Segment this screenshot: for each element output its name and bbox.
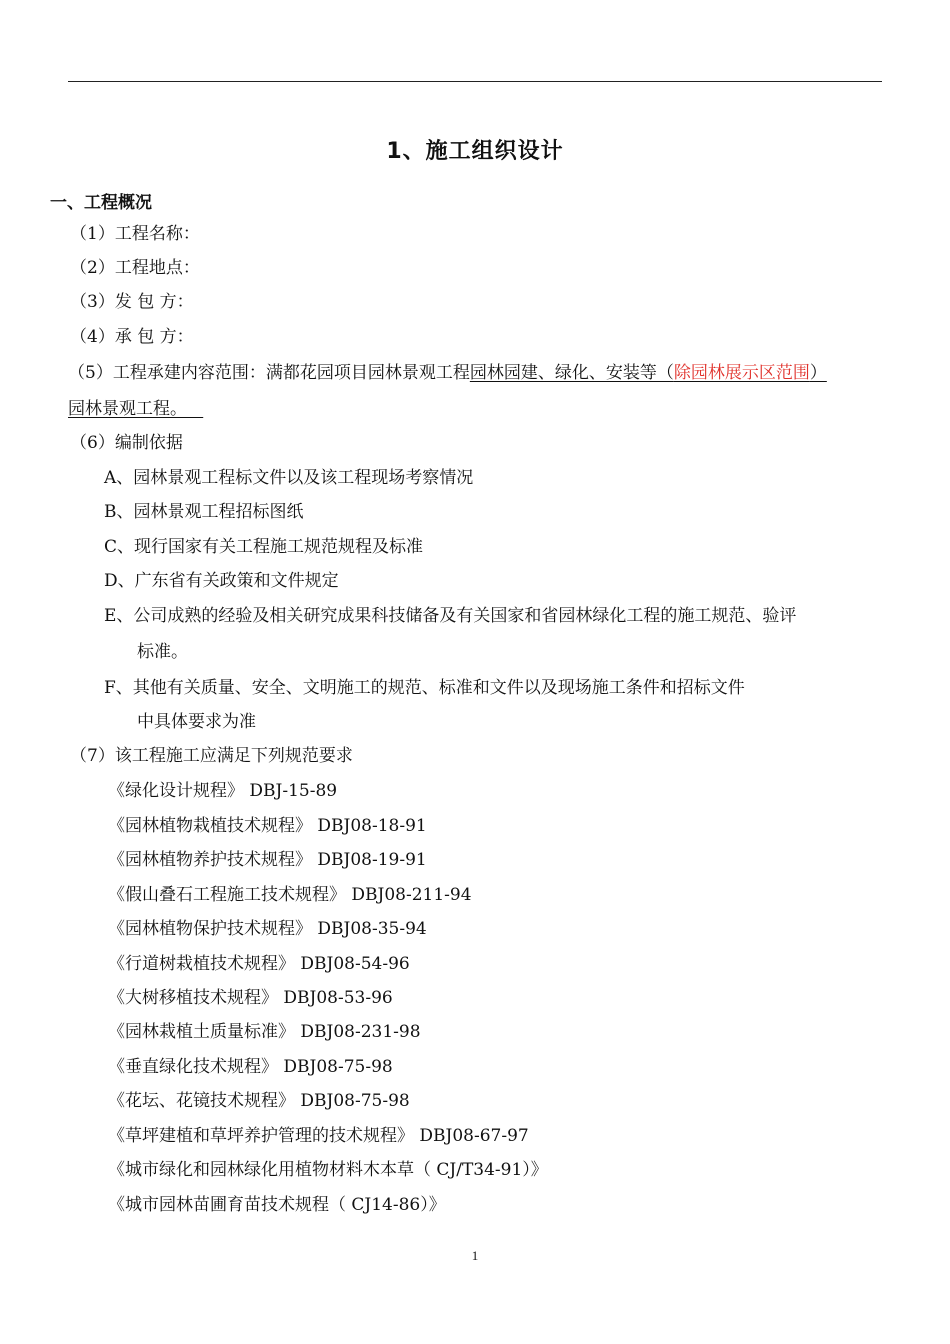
- norm-item: 《城市绿化和园林绿化用植物材料木本草（ CJ/T34-91）》: [108, 1160, 548, 1180]
- basis-item: D、广东省有关政策和文件规定: [104, 571, 339, 591]
- basis-item: E、公司成熟的经验及相关研究成果科技储备及有关国家和省园林绿化工程的施工规范、验评: [104, 606, 797, 626]
- page-title: 1、施工组织设计: [386, 139, 564, 164]
- basis-item: B、园林景观工程招标图纸: [104, 502, 304, 522]
- norm-item: 《行道树栽植技术规程》 DBJ08-54-96: [108, 954, 410, 974]
- project-location-line: （2）工程地点：: [70, 258, 200, 278]
- norm-item: 《园林栽植土质量标准》 DBJ08-231-98: [108, 1022, 421, 1042]
- scope-highlight: 除园林展示区范围: [673, 363, 810, 383]
- norm-item: 《花坛、花镜技术规程》 DBJ08-75-98: [108, 1091, 410, 1111]
- basis-item-continued: 标准。: [137, 642, 188, 662]
- norm-item: 《假山叠石工程施工技术规程》 DBJ08-211-94: [108, 885, 472, 905]
- scope-underlined: 园林园建、绿化、安装等（除园林展示区范围）: [469, 363, 827, 383]
- basis-item: F、其他有关质量、安全、文明施工的规范、标准和文件以及现场施工条件和招标文件: [104, 678, 745, 698]
- norm-item: 《园林植物保护技术规程》 DBJ08-35-94: [108, 919, 427, 939]
- basis-item: A、园林景观工程标文件以及该工程现场考察情况: [104, 468, 474, 488]
- norm-item: 《垂直绿化技术规程》 DBJ08-75-98: [108, 1057, 393, 1077]
- norm-item: 《绿化设计规程》 DBJ-15-89: [108, 781, 338, 801]
- project-name-line: （1）工程名称：: [70, 224, 200, 244]
- basis-heading: （6）编制依据: [70, 433, 183, 453]
- header-rule: [68, 81, 882, 82]
- basis-item: C、现行国家有关工程施工规范规程及标准: [104, 537, 424, 557]
- scope-line-2: 园林景观工程。: [68, 399, 187, 419]
- contractor-line: （4）承 包 方：: [70, 327, 194, 347]
- page-number: 1: [471, 1248, 479, 1263]
- norms-heading: （7）该工程施工应满足下列规范要求: [70, 746, 353, 766]
- section-heading: 一、工程概况: [50, 193, 152, 213]
- basis-item-continued: 中具体要求为准: [137, 712, 256, 732]
- norm-item: 《园林植物栽植技术规程》 DBJ08-18-91: [108, 816, 427, 836]
- employer-line: （3）发 包 方：: [70, 292, 194, 312]
- scope-prefix: （5）工程承建内容范围：满都花园项目园林景观工程: [68, 363, 470, 383]
- norm-item: 《园林植物养护技术规程》 DBJ08-19-91: [108, 850, 427, 870]
- norm-item: 《草坪建植和草坪养护管理的技术规程》 DBJ08-67-97: [108, 1126, 529, 1146]
- scope-line: [68, 361, 827, 385]
- norm-item: 《城市园林苗圃育苗技术规程（ CJ14-86）》: [108, 1195, 446, 1215]
- norm-item: 《大树移植技术规程》 DBJ08-53-96: [108, 988, 393, 1008]
